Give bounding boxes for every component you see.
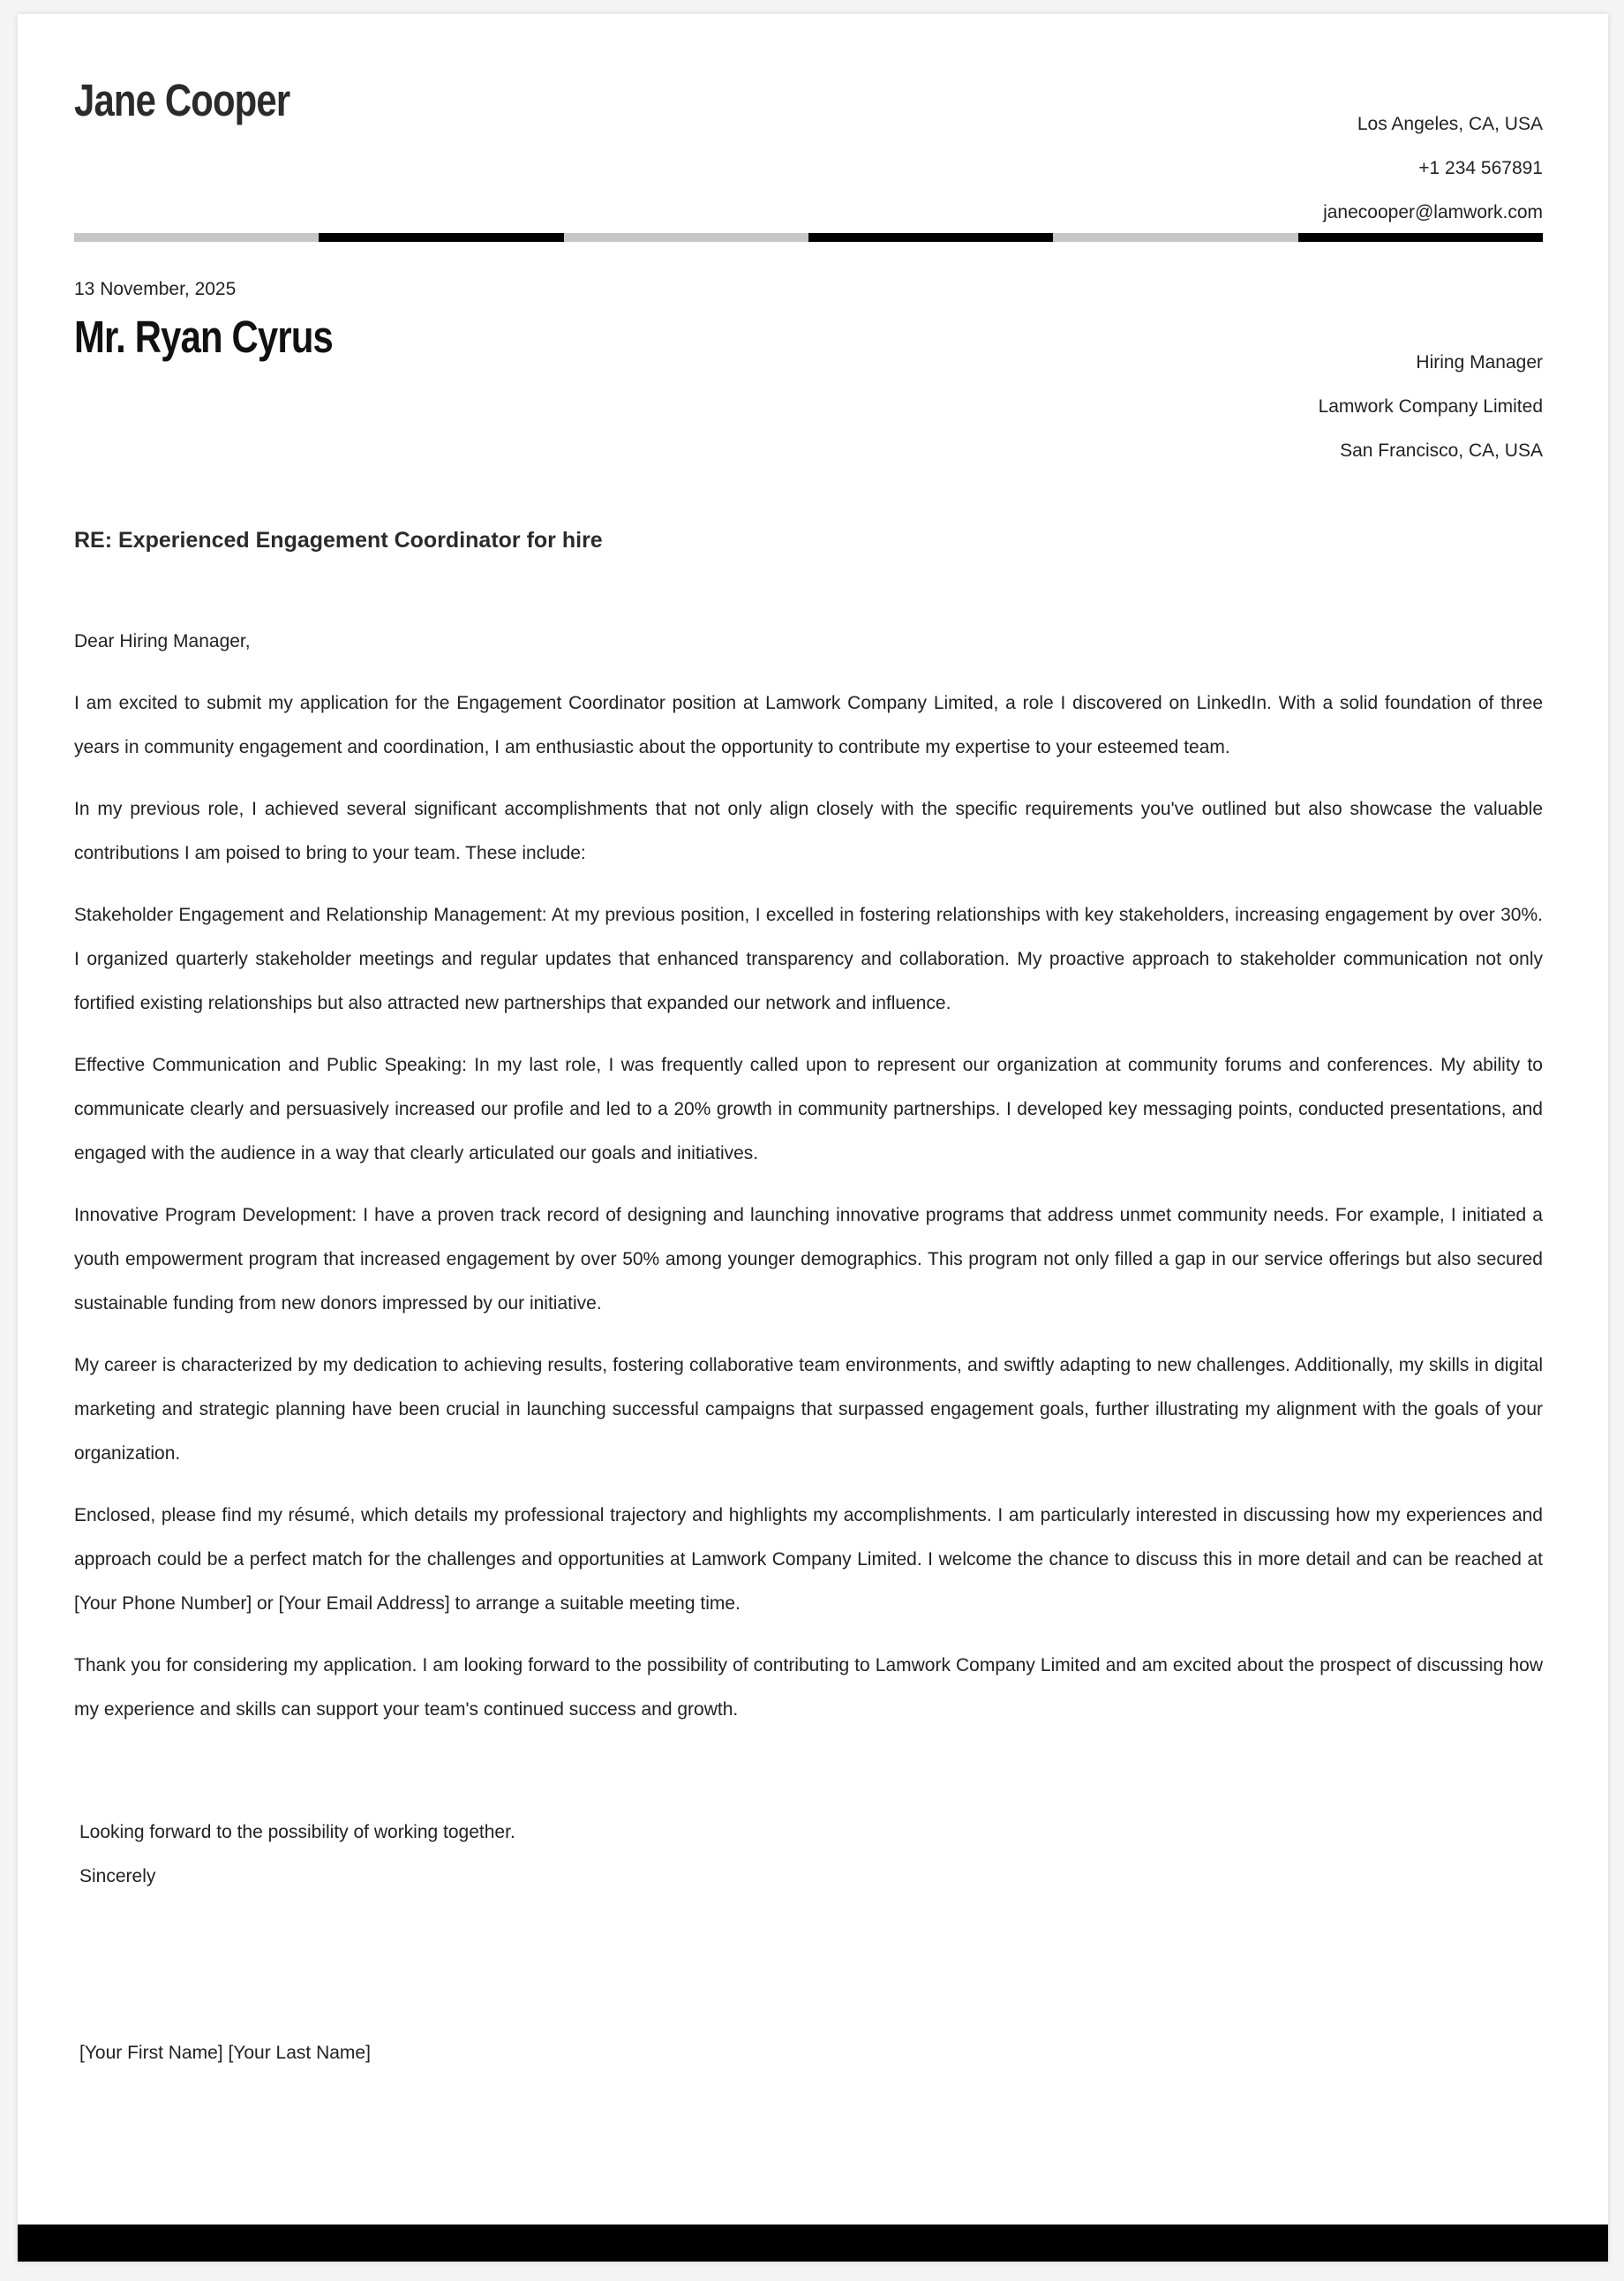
sender-email: janecooper@lamwork.com (1323, 202, 1543, 222)
sender-name: Jane Cooper (74, 75, 290, 125)
letter-body (74, 620, 1543, 1750)
body-paragraph: Stakeholder Engagement and Relationship Management: At my previous position, I excelled in fostering relationships with key stakeholders, increasing engagement by over 30%. I organized quarterly stakeholder meetings and regular updates that enhanced transparency and collaboration. My proactive approach to stakeholder communication not only fortified existing relationships but also attracted new partnerships that expanded our network and influence. (74, 905, 1543, 1013)
sender-contact (1323, 102, 1543, 235)
recipient-address (1319, 341, 1543, 473)
body-paragraph: Enclosed, please find my résumé, which details my professional trajectory and highlights my accomplishments. I am particularly interested in discussing how my experiences and approach could be a perfect match for the challenges and opportunities at Lamwork Company Limited. I welcome the chance to discuss this in more detail and can be reached at [Your Phone Number] or [Your Email Address] to arrange a suitable meeting time. (74, 1505, 1543, 1614)
valediction: Sincerely (79, 1866, 156, 1886)
body-paragraph: Thank you for considering my application. I am looking forward to the possibility of contributing to Lamwork Company Limited and am excited about the prospect of discussing how my experience and skills can support your team's continued success and growth. (74, 1655, 1543, 1720)
header-divider (74, 233, 1543, 242)
sender-phone: +1 234 567891 (1418, 158, 1543, 178)
divider-segment (1298, 233, 1543, 242)
letter-page (18, 14, 1608, 2262)
letter-subject: RE: Experienced Engagement Coordinator for hire (74, 528, 603, 553)
footer-bar (18, 2225, 1608, 2262)
divider-segment (1053, 233, 1297, 242)
salutation: Dear Hiring Manager, (74, 631, 251, 651)
divider-segment (564, 233, 808, 242)
body-paragraph: Innovative Program Development: I have a proven track record of designing and launching innovative programs that address unmet community needs. For example, I initiated a youth empowerment program that increased engagement by over 50% among younger demographics. This program not only filled a gap in our service offerings but also secured sustainable funding from new donors impressed by our initiative. (74, 1205, 1543, 1314)
divider-segment (74, 233, 319, 242)
letter-closing (79, 1810, 515, 1899)
recipient-title: Hiring Manager (1416, 352, 1543, 373)
recipient-location: San Francisco, CA, USA (1340, 440, 1543, 461)
body-paragraph: I am excited to submit my application for the Engagement Coordinator position at Lamwork Company Limited, a role I discovered on LinkedIn. With a solid foundation of three years in community engagement and coordination, I am enthusiastic about the opportunity to contribute my expertise to your esteemed team. (74, 693, 1543, 757)
body-paragraph: In my previous role, I achieved several significant accomplishments that not only align closely with the specific requirements you've outlined but also showcase the valuable contributions I am poised to bring to your team. These include: (74, 799, 1543, 863)
body-paragraph: My career is characterized by my dedication to achieving results, fostering collaborative team environments, and swiftly adapting to new challenges. Additionally, my skills in digital marketing and strategic planning have been crucial in launching successful campaigns that surpassed engagement goals, further illustrating my alignment with the goals of your organization. (74, 1355, 1543, 1464)
divider-segment (808, 233, 1053, 242)
recipient-company: Lamwork Company Limited (1318, 396, 1543, 417)
sender-location: Los Angeles, CA, USA (1357, 114, 1543, 134)
closing-line: Looking forward to the possibility of working together. (79, 1822, 515, 1842)
divider-segment (319, 233, 563, 242)
signature-name: [Your First Name] [Your Last Name] (79, 2043, 371, 2063)
recipient-name: Mr. Ryan Cyrus (74, 312, 333, 362)
letter-date: 13 November, 2025 (74, 279, 237, 299)
body-paragraph: Effective Communication and Public Speaking: In my last role, I was frequently called upon to represent our organization at community forums and conferences. My ability to communicate clearly and persuasively increased our profile and led to a 20% growth in community partnerships. I developed key messaging points, conducted presentations, and engaged with the audience in a way that clearly articulated our goals and initiatives. (74, 1055, 1543, 1163)
